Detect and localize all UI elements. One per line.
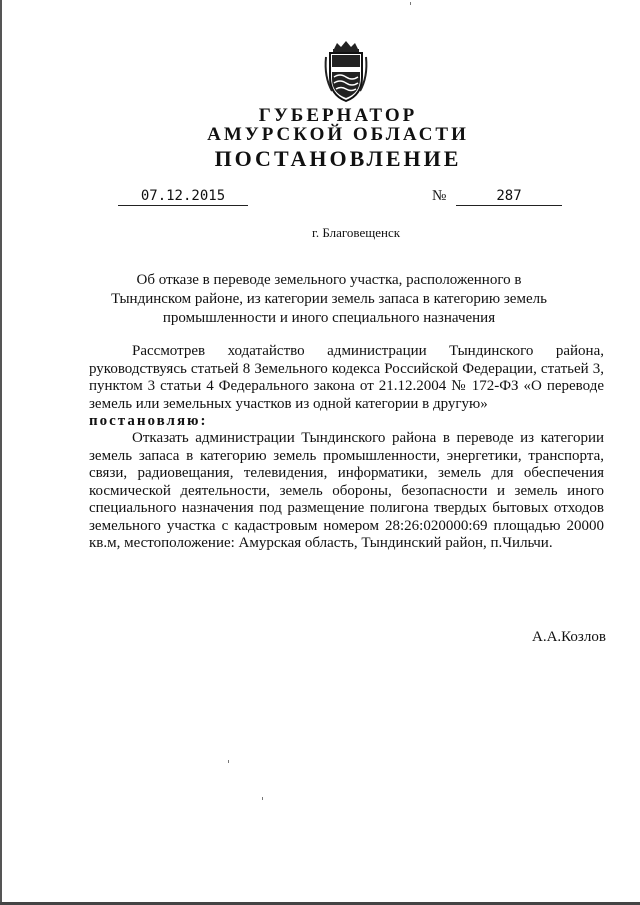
document-number: 287 — [456, 187, 562, 206]
document-type: ПОСТАНОВЛЕНИЕ — [214, 146, 462, 171]
document-subject: Об отказе в переводе земельного участка, расположенного в Тындинском районе, из категории земель запаса в категорию земель промышленности и иного специального назначения — [111, 272, 547, 326]
issuer-title: ГУБЕРНАТОР — [258, 105, 418, 126]
scan-speck — [262, 797, 263, 800]
number-sign: № — [432, 188, 447, 204]
preamble-paragraph: Рассмотрев ходатайство администрации Тындинского района, руководствуясь статьей 8 Земельного кодекса Российской Федерации, статьей 3, пунктом 3 статьи 4 Федерального закона от 21.12.2004 № 172-ФЗ «О переводе земель или земельных участков из одной категории в другую» — [89, 343, 604, 412]
scan-speck — [228, 760, 229, 763]
scan-left-edge — [0, 0, 2, 905]
coat-of-arms-icon — [322, 41, 370, 103]
signatory-name: А.А.Козлов — [532, 629, 606, 645]
document-date: 07.12.2015 — [118, 187, 248, 206]
scan-speck — [410, 2, 411, 5]
issuer-region: АМУРСКОЙ ОБЛАСТИ — [207, 124, 469, 145]
decision-paragraph: Отказать администрации Тындинского района в переводе из категории земель запаса в категорию земель промышленности, энергетики, транспорта, связи, радиовещания, телевидения, информатики, земель для обеспечения космической деятельности, земель обороны, безопасности и земель иного специального назначения под размещение полигона твердых бытовых отходов земельного участка с кадастровым номером 28:26:020000:69 площадью 20000 кв.м, местоположение: Амурская область, Тындинский район, п.Чильчи. — [89, 430, 604, 551]
resolve-word: постановляю: — [89, 413, 208, 429]
city: г. Благовещенск — [311, 225, 401, 240]
